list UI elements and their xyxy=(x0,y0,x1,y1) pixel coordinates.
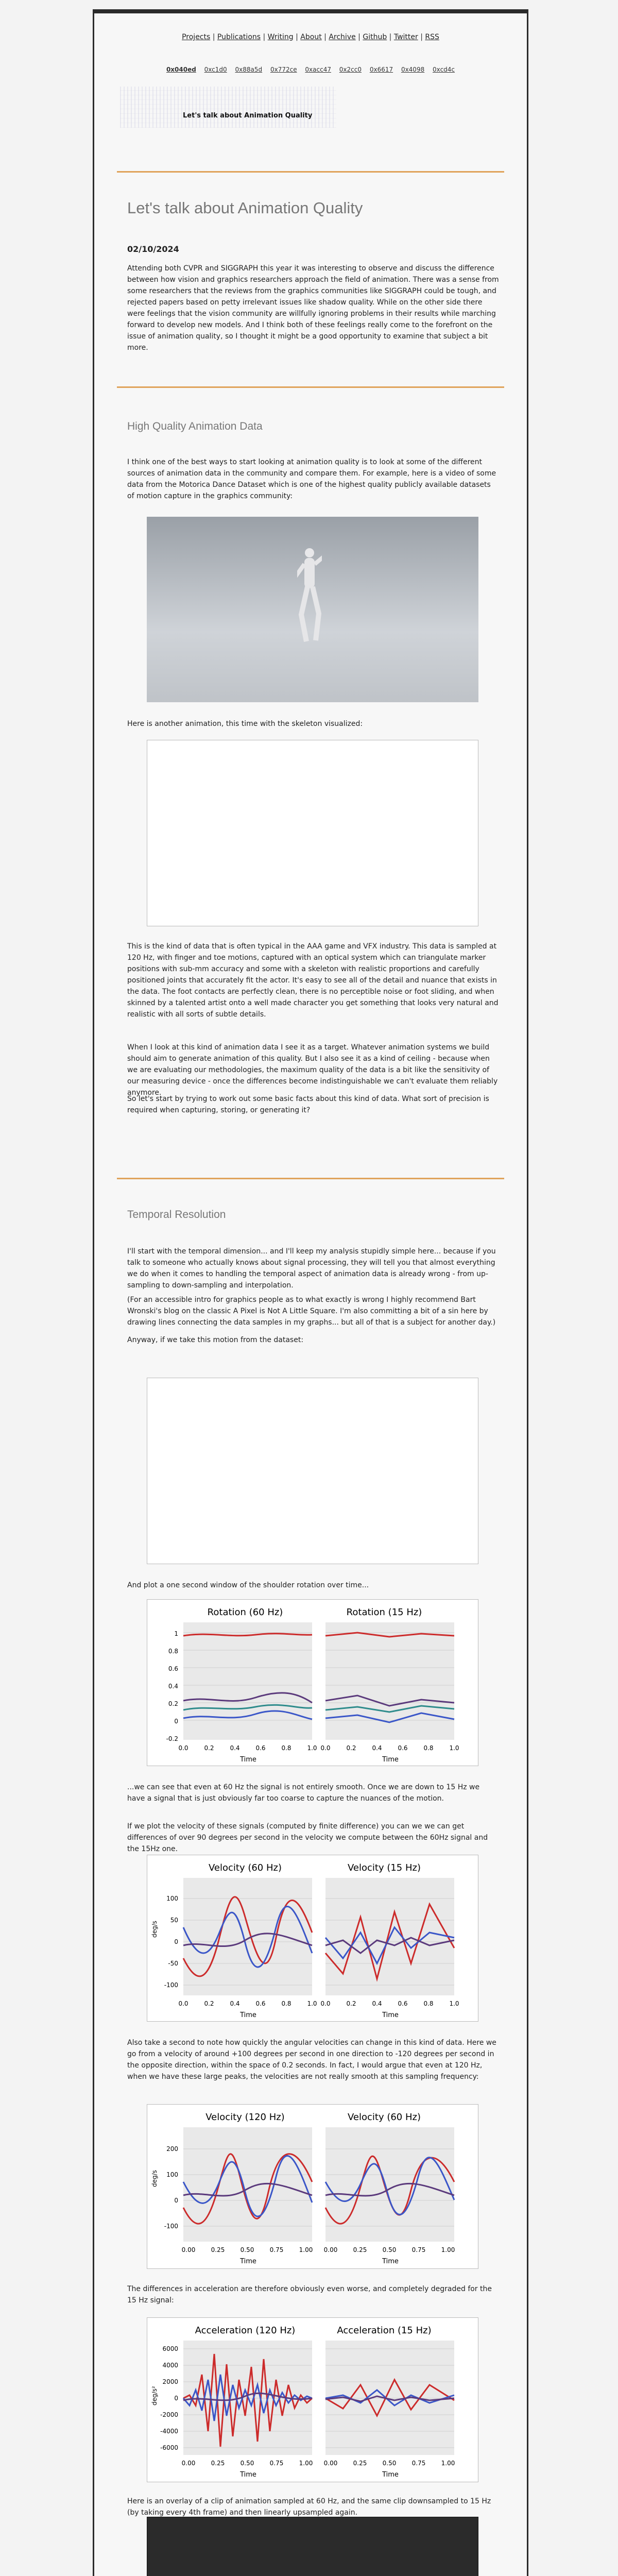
hash-link-active[interactable]: 0x040ed xyxy=(166,66,196,73)
paragraph: Also take a second to note how quickly the angular velocities can change in this kind of data. Here we go from a velocity of around +100 degrees per second in one direction to -120 degrees per second in the opposite direction, within the space of 0.2 seconds. In fact, I would argue that even at 120 Hz, when we have these large peaks, the velocities are not really smooth at this sampling frequency: xyxy=(127,2039,496,2081)
overlay-video-player[interactable] xyxy=(147,2517,478,2576)
rotation-plot-svg xyxy=(147,1600,478,1766)
section-heading-high-quality: High Quality Animation Data xyxy=(127,420,263,432)
tick-label: 0.6 xyxy=(168,1665,178,1672)
tick-label: 0.6 xyxy=(398,2000,408,2007)
nav-archive[interactable]: Archive xyxy=(329,33,356,41)
tick-label: 0.4 xyxy=(372,1744,382,1752)
tick-label: 0.0 xyxy=(320,2000,331,2007)
tick-label: 1 xyxy=(174,1630,178,1637)
velocity-plot-svg xyxy=(147,1855,478,2021)
tick-label: 0.50 xyxy=(240,2460,254,2467)
tick-label: 0.50 xyxy=(382,2246,397,2253)
tick-label: 0.4 xyxy=(372,2000,382,2007)
plot-title: Velocity (60 Hz) xyxy=(209,1862,282,1873)
tick-label: 0.75 xyxy=(411,2246,426,2253)
tick-label: 2000 xyxy=(162,2378,178,2385)
tick-label: 0.25 xyxy=(211,2460,225,2467)
motion-video-placeholder[interactable] xyxy=(147,1378,478,1564)
tick-label: 50 xyxy=(170,1917,178,1924)
acceleration-plot xyxy=(147,2317,478,2482)
nav-github[interactable]: Github xyxy=(363,33,387,41)
plot-axes xyxy=(183,1878,312,1995)
tick-label: 4000 xyxy=(162,2362,178,2369)
intro-paragraph: Attending both CVPR and SIGGRAPH this year it was interesting to observe and discuss the difference between how vision and graphics researchers approach the field of animation. There was a sense from some researchers that the reviews from the graphics communities like SIGGRAPH could be tough, and rejected papers based on petty irrelevant issues like shadow quality. While on the other side there were feelings that the vision community are willfully ignoring problems in their results while marching forward to develop new models. And I think both of these feelings really come to the forefront on the issue of animation quality, so I thought it might be a good opportunity to examine that subject a bit more. xyxy=(127,264,499,352)
figure-caption: Here is another animation, this time with the skeleton visualized: xyxy=(127,720,363,728)
tick-label: 0.4 xyxy=(230,2000,240,2007)
axis-label: Time xyxy=(382,1756,399,1764)
tick-label: 1.0 xyxy=(307,2000,317,2007)
tick-label: 0.8 xyxy=(423,2000,434,2007)
axis-label: Time xyxy=(240,2011,256,2019)
top-nav: Projects | Publications | Writing | About | Archive | Github | Twitter | RSS xyxy=(182,33,439,41)
tick-label: 0.2 xyxy=(346,1744,356,1752)
tick-label: 0.25 xyxy=(353,2460,367,2467)
paragraph: (For an accessible intro for graphics people as to what exactly is wrong I highly recommend Bart Wronski's blog on the classic A Pixel is Not A Little Square. I'm also committing a bit of a sin here by drawing lines connecting the data samples in my graphs... but all of that is a subject for another day.) xyxy=(127,1296,496,1327)
tick-label: 0.0 xyxy=(320,1744,331,1752)
axis-label: deg/s xyxy=(151,1921,158,1938)
tick-label: 0.50 xyxy=(240,2246,254,2253)
tick-label: 0 xyxy=(174,1938,178,1945)
hash-link[interactable]: 0xcd4c xyxy=(433,66,455,73)
tick-label: 0.00 xyxy=(181,2460,196,2467)
tick-label: -100 xyxy=(164,2223,178,2230)
tick-label: 0.0 xyxy=(178,1744,188,1752)
tick-label: -0.2 xyxy=(166,1735,178,1742)
tick-label: 0.25 xyxy=(353,2246,367,2253)
tick-label: 1.00 xyxy=(441,2460,455,2467)
tick-label: 100 xyxy=(166,2171,178,2178)
velocity-120-plot xyxy=(147,2104,478,2269)
axis-label: deg/s² xyxy=(151,2386,158,2405)
tick-label: 0.0 xyxy=(178,2000,188,2007)
dancer-figure-icon xyxy=(297,547,322,643)
tick-label: -50 xyxy=(168,1960,178,1967)
tick-label: 0.2 xyxy=(346,2000,356,2007)
paragraph: I'll start with the temporal dimension... and I'll keep my analysis stupidly simple here... because if you talk to someone who actually knows about signal processing, they will tell you that almost everything we do when it comes to handling the temporal aspect of animation data is already wrong - from up-sampling to down-sampling and interpolation. xyxy=(127,1247,496,1290)
hash-link[interactable]: 0x6617 xyxy=(369,66,393,73)
nav-rss[interactable]: RSS xyxy=(425,33,439,41)
hash-link[interactable]: 0xc1d0 xyxy=(204,66,227,73)
banner-noise-pattern xyxy=(120,87,336,128)
paragraph: When I look at this kind of animation data I see it as a target. Whatever animation systems we build should aim to generate animation of this quality. But I also see it as a kind of ceiling - because when we are evaluating our methodologies, the maximum quality of the data is a bit like the sensitivity of our measuring device - once the differences become indistinguishable we can't evaluate them reliably anymore. xyxy=(127,1043,498,1097)
tick-label: 0.75 xyxy=(269,2246,284,2253)
plot-title: Rotation (60 Hz) xyxy=(207,1607,283,1618)
tick-label: 0.6 xyxy=(255,2000,266,2007)
page-title: Let's talk about Animation Quality xyxy=(127,199,363,217)
nav-projects[interactable]: Projects xyxy=(182,33,211,41)
mocap-video-frame[interactable] xyxy=(147,517,478,702)
tick-label: 0 xyxy=(174,1718,178,1725)
tick-label: 1.00 xyxy=(299,2460,313,2467)
plot-axes xyxy=(183,1622,312,1740)
plot-title: Velocity (60 Hz) xyxy=(348,2112,421,2123)
nav-publications[interactable]: Publications xyxy=(217,33,261,41)
tick-label: 0.8 xyxy=(168,1648,178,1655)
section-divider xyxy=(117,171,504,173)
axis-label: Time xyxy=(240,1756,256,1764)
nav-writing[interactable]: Writing xyxy=(267,33,294,41)
velocity-plot xyxy=(147,1855,478,2022)
plot-title: Acceleration (15 Hz) xyxy=(337,2325,432,2336)
section-heading-temporal: Temporal Resolution xyxy=(127,1209,226,1221)
plot-title: Rotation (15 Hz) xyxy=(346,1607,422,1618)
tick-label: 0.75 xyxy=(269,2460,284,2467)
axis-label: Time xyxy=(240,2258,256,2265)
plot-title: Acceleration (120 Hz) xyxy=(195,2325,296,2336)
tick-label: 0.8 xyxy=(423,1744,434,1752)
tick-label: 0.25 xyxy=(211,2246,225,2253)
nav-twitter[interactable]: Twitter xyxy=(393,33,418,41)
axis-label: Time xyxy=(382,2258,399,2265)
plot-title: Velocity (15 Hz) xyxy=(348,1862,421,1873)
tick-label: 0.6 xyxy=(255,1744,266,1752)
top-border xyxy=(94,9,527,13)
plot-axes xyxy=(325,2127,454,2242)
banner-title: Let's talk about Animation Quality xyxy=(183,112,313,120)
tick-label: 0.6 xyxy=(398,1744,408,1752)
paragraph: This is the kind of data that is often typical in the AAA game and VFX industry. This data is sampled at 120 Hz, with finger and toe motions, captured with an optical system which can triangulate marker positions with sub-mm accuracy and some with a skeleton with realistic proportions and carefully positioned joints that accurately fit the actor. It's easy to see all of the detail and nuance that exists in the data. The foot contacts are perfectly clean, there is no perceptible noise or foot sliding, and when skinned by a talented artist onto a well made character you get something that looks very natural and realistic with all sorts of subtle details. xyxy=(127,942,499,1019)
tick-label: 1.0 xyxy=(449,2000,459,2007)
axis-label: Time xyxy=(382,2471,399,2479)
rotation-plot xyxy=(147,1599,478,1766)
velocity-120-plot-svg xyxy=(147,2105,478,2268)
tick-label: 0.00 xyxy=(181,2246,196,2253)
paragraph: If we plot the velocity of these signals (computed by finite difference) you can we we can get differences of over 90 degrees per second in the velocity we compute between the 60Hz signal and the 15Hz one. xyxy=(127,1822,488,1853)
tick-label: 1.00 xyxy=(441,2246,455,2253)
tick-label: -6000 xyxy=(160,2444,178,2451)
tick-label: 0.00 xyxy=(323,2246,338,2253)
tick-label: 200 xyxy=(166,2145,178,2153)
tick-label: 0.00 xyxy=(323,2460,338,2467)
paragraph: ...we can see that even at 60 Hz the signal is not entirely smooth. Once we are down to 15 Hz we have a signal that is just obviously far too coarse to capture the nuances of the motion. xyxy=(127,1783,480,1803)
plot-title: Velocity (120 Hz) xyxy=(205,2112,285,2123)
plot-axes xyxy=(183,2127,312,2242)
hash-links xyxy=(94,66,527,73)
post-date: 02/10/2024 xyxy=(127,244,179,254)
tick-label: -2000 xyxy=(160,2411,178,2418)
tick-label: 0.2 xyxy=(204,2000,214,2007)
tick-label: 0.4 xyxy=(230,1744,240,1752)
tick-label: -4000 xyxy=(160,2428,178,2435)
nav-about[interactable]: About xyxy=(300,33,322,41)
tick-label: 0.8 xyxy=(281,2000,291,2007)
hash-link[interactable]: 0xacc47 xyxy=(305,66,331,73)
acceleration-plot-svg xyxy=(147,2318,478,2482)
section-divider xyxy=(117,386,504,388)
paragraph: So let's start by trying to work out some basic facts about this kind of data. What sort of precision is required when capturing, storing, or generating it? xyxy=(127,1095,489,1114)
axis-label: Time xyxy=(240,2471,256,2479)
tick-label: 0 xyxy=(174,2395,178,2402)
skeleton-video-placeholder[interactable] xyxy=(147,740,478,926)
tick-label: 0.4 xyxy=(168,1683,178,1690)
tick-label: 0.8 xyxy=(281,1744,291,1752)
paragraph: Anyway, if we take this motion from the dataset: xyxy=(127,1336,304,1344)
paragraph: And plot a one second window of the shoulder rotation over time... xyxy=(127,1581,369,1589)
header-banner xyxy=(120,87,336,128)
tick-label: 0.2 xyxy=(204,1744,214,1752)
hash-link[interactable]: 0x88a5d xyxy=(235,66,263,73)
tick-label: 0.2 xyxy=(168,1700,178,1707)
paragraph: I think one of the best ways to start looking at animation quality is to look at some of the different sources of animation data in the community and compare them. For example, here is a video of some data from the Motorica Dance Dataset which is one of the highest quality publicly available datasets of motion capture in the graphics community: xyxy=(127,458,496,500)
page-frame xyxy=(93,9,528,2576)
section-divider xyxy=(117,1178,504,1179)
axis-label: deg/s xyxy=(151,2170,158,2187)
tick-label: -100 xyxy=(164,1981,178,1989)
paragraph: The differences in acceleration are therefore obviously even worse, and completely degraded for the 15 Hz signal: xyxy=(127,2285,492,2304)
tick-label: 6000 xyxy=(162,2345,178,2352)
tick-label: 1.0 xyxy=(449,1744,459,1752)
hash-link[interactable]: 0x2cc0 xyxy=(339,66,362,73)
tick-label: 100 xyxy=(166,1895,178,1902)
tick-label: 0.50 xyxy=(382,2460,397,2467)
hash-link[interactable]: 0x4098 xyxy=(401,66,425,73)
tick-label: 1.00 xyxy=(299,2246,313,2253)
tick-label: 0 xyxy=(174,2197,178,2204)
axis-label: Time xyxy=(382,2011,399,2019)
tick-label: 1.0 xyxy=(307,1744,317,1752)
tick-label: 0.75 xyxy=(411,2460,426,2467)
hash-link[interactable]: 0x772ce xyxy=(270,66,297,73)
paragraph: Here is an overlay of a clip of animation sampled at 60 Hz, and the same clip downsampled to 15 Hz (by taking every 4th frame) and then linearly upsampled again. xyxy=(127,2497,491,2517)
